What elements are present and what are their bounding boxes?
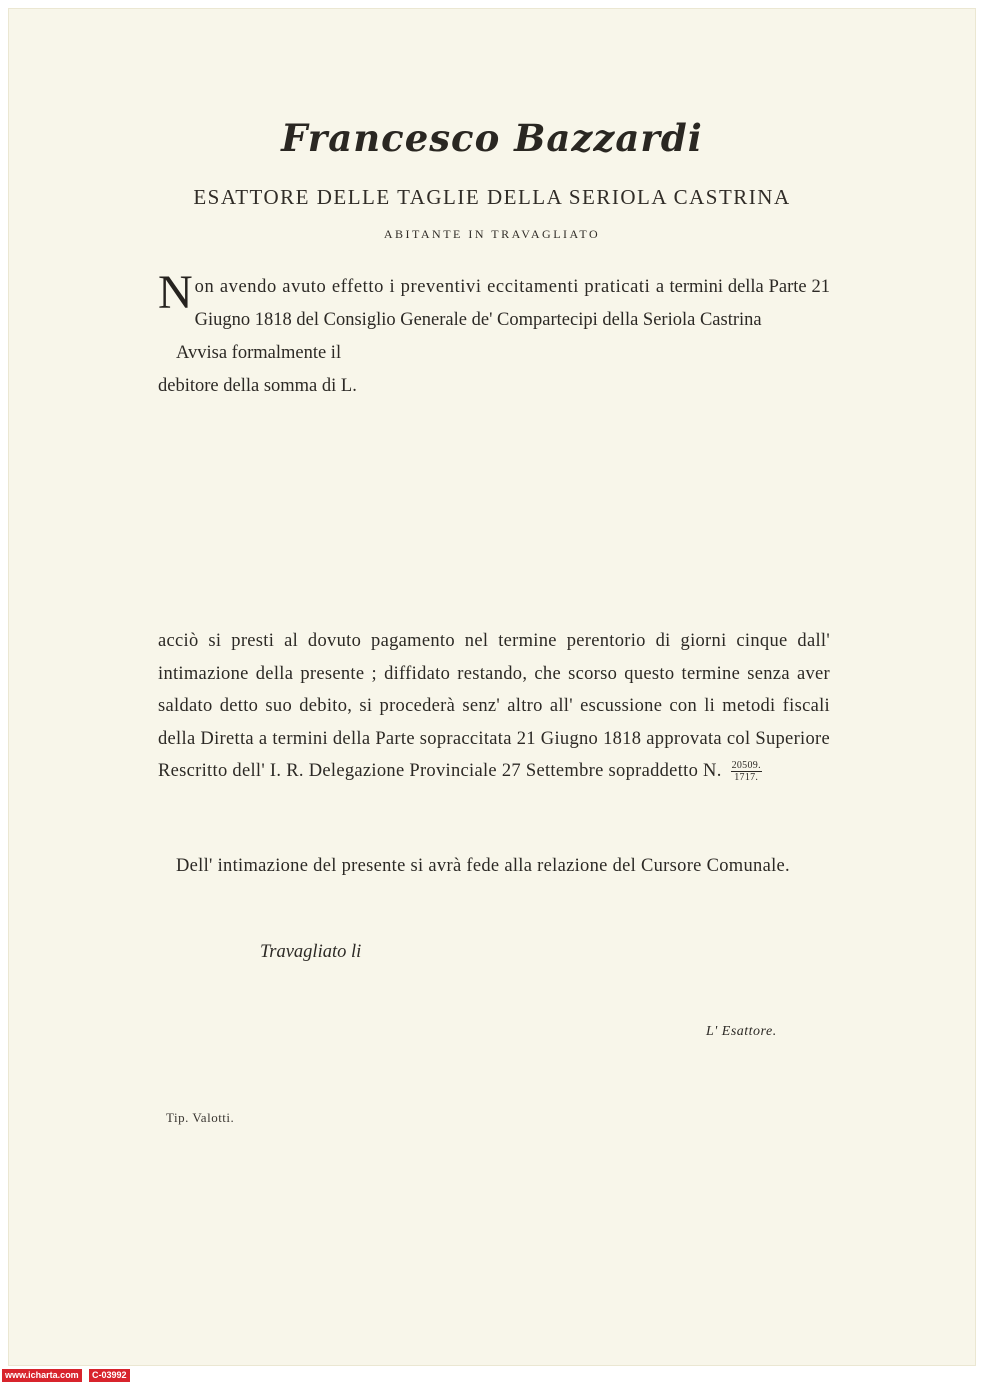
paragraph-closing-text: Dell' intimazione del presente si avrà fede alla relazione del Cursore Comunale. [176, 856, 790, 876]
paragraph-notice [158, 625, 830, 788]
paragraph-notice-text: acciò si presti al dovuto pagamento nel termine perentorio di giorni cinque dall' intimazione della presente ; diffidato restando, che scorso questo termine senza aver saldato detto suo debito, si procederà senz' altro all' escussione con li metodi fiscali della Diretta a termini della Parte sopraccitata 21 Giugno 1818 approvata col Superiore Rescritto dell' I. R. Delegazione Provinciale 27 Settembre sopraddetto N. [158, 631, 830, 781]
paragraph-intro-line1: on avendo avuto effetto i preventivi eccitamenti praticati a [194, 277, 665, 297]
residence-line: ABITANTE IN TRAVAGLIATO [383, 227, 601, 241]
paper-sheet [8, 8, 976, 1366]
watermark-url: www.icharta.com [2, 1369, 82, 1382]
printer-credit: Tip. Valotti. [166, 1110, 235, 1125]
reference-numerator: 20509. [731, 760, 761, 772]
signature-label: L' Esattore. [706, 1024, 777, 1039]
paragraph-intro [158, 266, 830, 403]
document-subtitle: ESATTORE DELLE TAGLIE DELLA SERIOLA CASTRINA [193, 185, 791, 209]
document-title: Francesco Bazzardi [281, 116, 703, 160]
drop-cap: N [158, 266, 193, 319]
paragraph-intro-rest: termini della Parte 21 Giugno 1818 del Consiglio Generale de' Compartecipi della Seriola Castrina [194, 277, 830, 330]
place-date: Travagliato li [260, 942, 362, 962]
reference-number [731, 760, 762, 783]
reference-denominator: 1717. [734, 772, 759, 784]
avvisa-line: Avvisa formalmente il [176, 343, 342, 363]
watermark-code: C-03992 [89, 1369, 130, 1382]
paragraph-closing [158, 850, 830, 883]
debitore-line: debitore della somma di L. [158, 376, 357, 396]
